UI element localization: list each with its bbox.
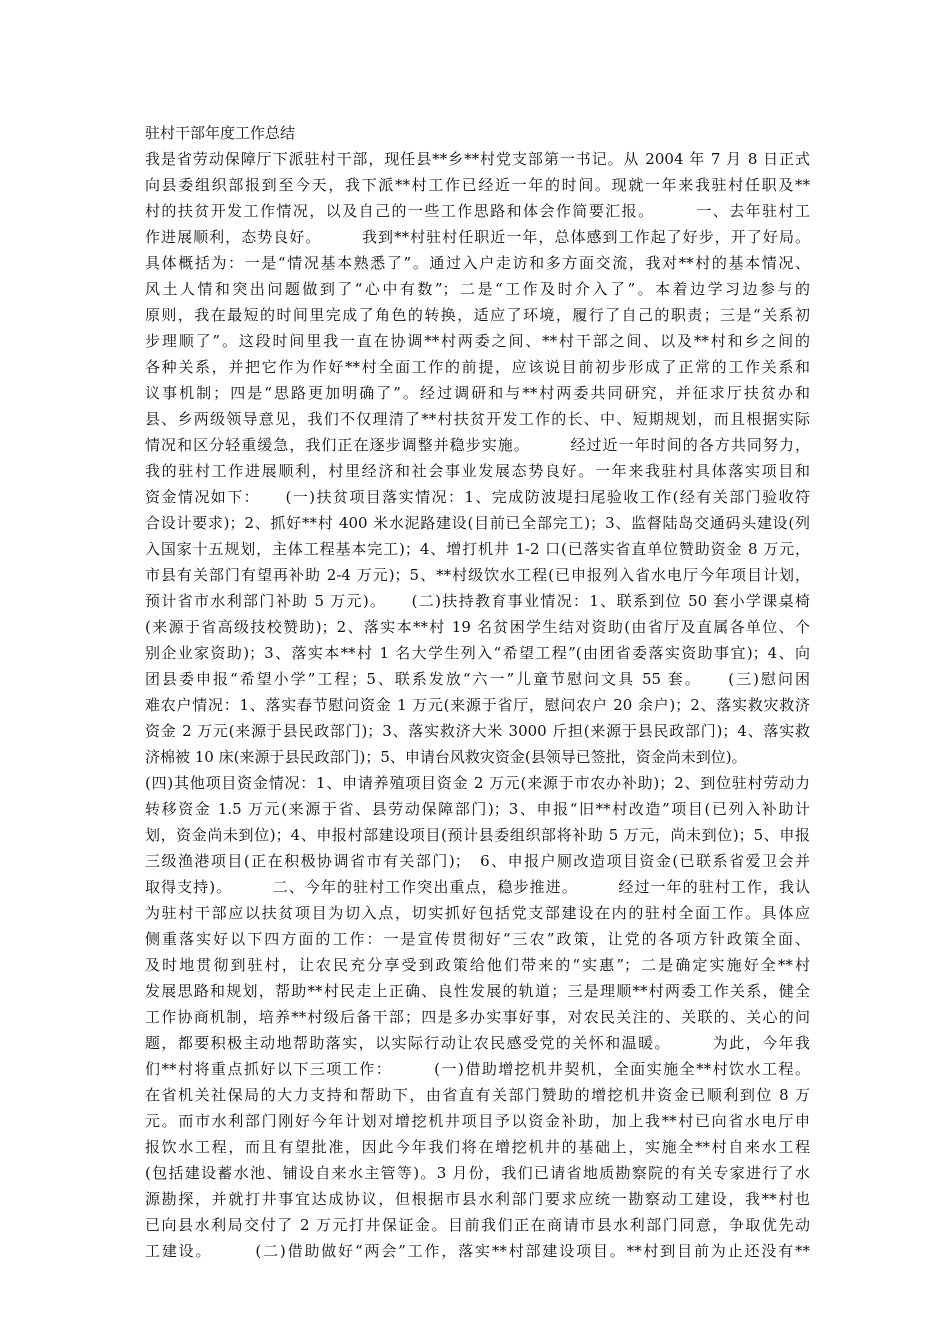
body-line: (包括建设蓄水池、铺设自来水主管等)。3 月份，我们已请省地质勘察院的有关专家进行了水 [145, 1164, 810, 1182]
document-body [145, 146, 810, 1264]
body-line: 各种关系，并把它作为作好**村全面工作的前提，应该说目前初步形成了正常的工作关系和 [145, 358, 810, 376]
body-line: 向县委组织部报到至今天，我下派**村工作已经近一年的时间。现就一年来我驻村任职及** [145, 176, 810, 194]
body-line: 划，资金尚未到位)；4、申报村部建设项目(预计县委组织部将补助 5 万元，尚未到位)；5、申报 [145, 826, 810, 844]
body-line: 济棉被 10 床(来源于县民政部门)；5、申请台风救灾资金(县领导已签批，资金尚未到位)。 [145, 748, 747, 766]
body-line: 发展思路和规划，帮助**村民走上正确、良性发展的轨道；三是理顺**村两委工作关系，健全 [145, 982, 810, 1000]
body-line: 我的驻村工作进展顺利，村里经济和社会事业发展态势良好。一年来我驻村具体落实项目和 [145, 462, 810, 480]
body-line: 取得支持)。 二、今年的驻村工作突出重点，稳步推进。 经过一年的驻村工作，我认 [145, 878, 810, 896]
body-line: 具体概括为：一是“情况基本熟悉了”。通过入户走访和多方面交流，我对**村的基本情况、 [145, 254, 810, 272]
body-line: 报饮水工程，而且有望批准，因此今年我们将在增挖机井的基础上，实施全**村自来水工程 [145, 1138, 810, 1156]
body-line: 转移资金 1.5 万元(来源于省、县劳动保障部门)；3、申报“旧**村改造”项目(已列入补助计 [145, 800, 810, 818]
body-line: 工建设。 (二)借助做好“两会”工作，落实**村部建设项目。**村到目前为止还没有** [145, 1242, 810, 1260]
body-line: 作进展顺利，态势良好。 我到**村驻村任职近一年，总体感到工作起了好步，开了好局。 [145, 228, 810, 246]
body-line: 团县委申报“希望小学”工程；5、联系发放“六一”儿童节慰问文具 55 套。 (三)慰问困 [145, 670, 810, 688]
body-line: 侧重落实好以下四方面的工作：一是宣传贯彻好“三农”政策，让党的各项方针政策全面、 [145, 930, 810, 948]
document-title: 驻村干部年度工作总结 [145, 124, 296, 142]
body-line: 资金情况如下： (一)扶贫项目落实情况：1、完成防波堤扫尾验收工作(经有关部门验收符 [145, 488, 810, 506]
body-line: 为驻村干部应以扶贫项目为切入点，切实抓好包括党支部建设在内的驻村全面工作。具体应 [145, 904, 810, 922]
body-line: 议事机制；四是“思路更加明确了”。经过调研和与**村两委共同研究，并征求厅扶贫办和 [145, 384, 810, 402]
document-page [145, 120, 810, 1264]
body-line: 及时地贯彻到驻村，让农民充分享受到政策给他们带来的“实惠”；二是确定实施好全**村 [145, 956, 810, 974]
body-line: 原则，我在最短的时间里完成了角色的转换，适应了环境，履行了自己的职责；三是“关系初 [145, 306, 810, 324]
body-line: 三级渔港项目(正在积极协调省市有关部门)； 6、申报户厕改造项目资金(已联系省爱卫会并 [145, 852, 810, 870]
body-line: 难农户情况：1、落实春节慰问资金 1 万元(来源于省厅，慰问农户 20 余户)；2、落实救灾救济 [145, 696, 810, 714]
body-line: 别企业家资助)；3、落实本**村 1 名大学生列入“希望工程”(由团省委落实资助事宜)；4、向 [145, 644, 810, 662]
body-line: 源勘探，并就打井事宜达成协议，但根据市县水利部门要求应统一勘察动工建设，我**村也 [145, 1190, 810, 1208]
body-line: 工作协商机制，培养**村级后备干部；四是多办实事好事，对农民关注的、关联的、关心的问 [145, 1008, 810, 1026]
body-line: 入国家十五规划，主体工程基本完工)；4、增打机井 1-2 口(已落实省直单位赞助资金 8 万元， [145, 540, 810, 558]
body-line: 我是省劳动保障厅下派驻村干部，现任县**乡**村党支部第一书记。从 2004 年 7 月 8 日正式 [145, 150, 810, 168]
body-line: (四)其他项目资金情况：1、申请养殖项目资金 2 万元(来源于市农办补助)；2、到位驻村劳动力 [145, 774, 810, 792]
body-line: 元。而市水利部门刚好今年计划对增挖机井项目予以资金补助，加上我**村已向省水电厅申 [145, 1112, 810, 1130]
body-line: 情况和区分轻重缓急，我们正在逐步调整并稳步实施。 经过近一年时间的各方共同努力， [145, 436, 810, 454]
body-line: 市县有关部门有望再补助 2-4 万元)；5、**村级饮水工程(已申报列入省水电厅今年项目计划， [145, 566, 810, 584]
body-line: 在省机关社保局的大力支持和帮助下，由省直有关部门赞助的增挖机井资金已顺利到位 8 万 [145, 1086, 810, 1104]
body-line: 们**村将重点抓好以下三项工作： (一)借助增挖机井契机，全面实施全**村饮水工程。 [145, 1060, 810, 1078]
body-line: (来源于省高级技校赞助)；2、落实本**村 19 名贫困学生结对资助(由省厅及直属各单位、个 [145, 618, 810, 636]
body-line: 县、乡两级领导意见，我们不仅理清了**村扶贫开发工作的长、中、短期规划，而且根据实际 [145, 410, 810, 428]
body-line: 资金 2 万元(来源于县民政部门)；3、落实救济大米 3000 斤担(来源于县民政部门)；4、落实救 [145, 722, 810, 740]
body-line: 风土人情和突出问题做到了“心中有数”；二是“工作及时介入了”。本着边学习边参与的 [145, 280, 810, 298]
body-line: 村的扶贫开发工作情况，以及自己的一些工作思路和体会作简要汇报。 一、去年驻村工 [145, 202, 810, 220]
body-line: 题，都要积极主动地帮助落实，以实际行动让农民感受党的关怀和温暖。 为此，今年我 [145, 1034, 810, 1052]
body-line: 合设计要求)；2、抓好**村 400 米水泥路建设(目前已全部完工)；3、监督陆岛交通码头建设(列 [145, 514, 810, 532]
body-line: 预计省市水利部门补助 5 万元)。 (二)扶持教育事业情况：1、联系到位 50 套小学课桌椅 [145, 592, 810, 610]
body-line: 步理顺了”。这段时间里我一直在协调**村两委之间、**村干部之间、以及**村和乡之间的 [145, 332, 810, 350]
body-line: 已向县水利局交付了 2 万元打井保证金。目前我们正在商请市县水利部门同意，争取优先动 [145, 1216, 810, 1234]
